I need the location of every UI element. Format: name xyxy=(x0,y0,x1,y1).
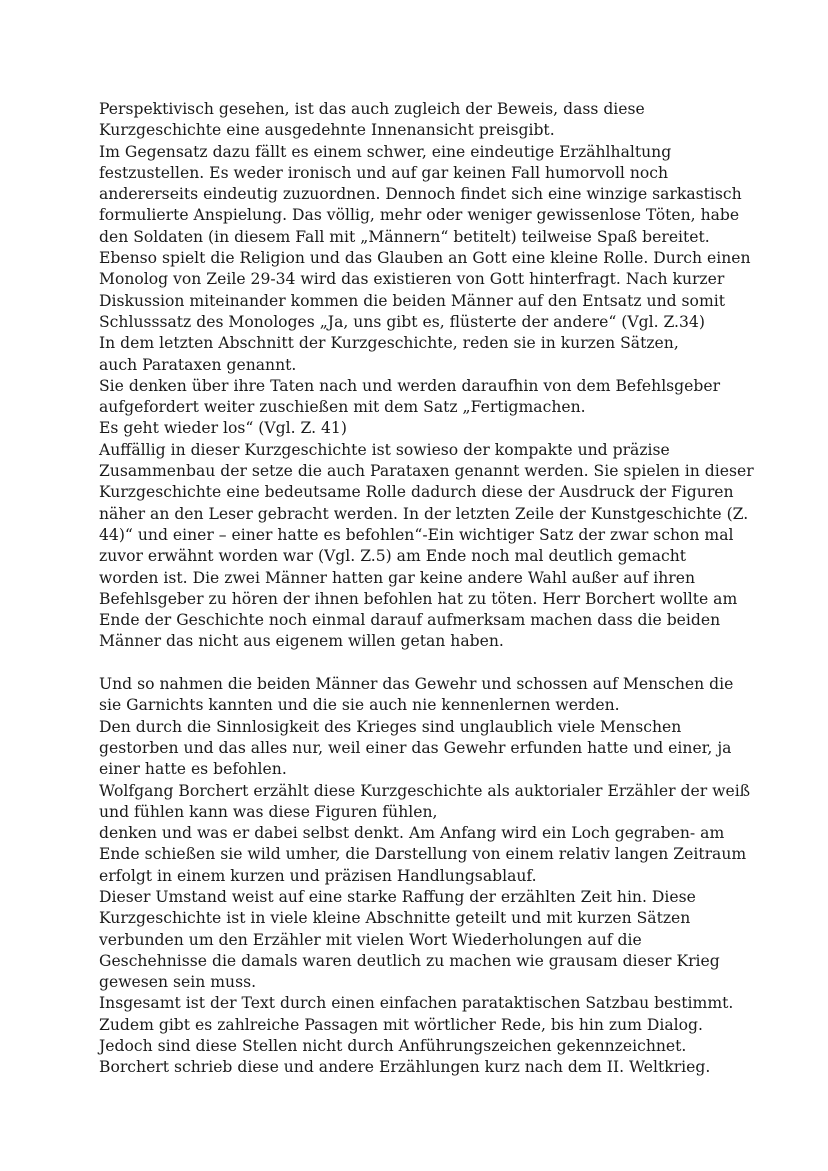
text-line: worden ist. Die zwei Männer hatten gar keine andere Wahl außer auf ihren xyxy=(99,568,696,587)
text-line: Sie denken über ihre Taten nach und werden daraufhin von dem Befehlsgeber xyxy=(99,376,721,395)
text-line: In dem letzten Abschnitt der Kurzgeschichte, reden sie in kurzen Sätzen, xyxy=(99,334,679,353)
text-line: einer hatte es befohlen. xyxy=(99,760,287,779)
text-line: Im Gegensatz dazu fällt es einem schwer, eine eindeutige Erzählhaltung xyxy=(99,142,672,161)
text-line: andererseits eindeutig zuzuordnen. Dennoch findet sich eine winzige sarkastisch xyxy=(99,185,742,204)
text-line: Zudem gibt es zahlreiche Passagen mit wörtlicher Rede, bis hin zum Dialog. xyxy=(99,1015,703,1034)
text-line: Es geht wieder los“ (Vgl. Z. 41) xyxy=(99,419,347,438)
text-line: Ende schießen sie wild umher, die Darstellung von einem relativ langen Zeitraum xyxy=(99,845,747,864)
paragraph-1 xyxy=(99,99,754,653)
text-line: Ende der Geschichte noch einmal darauf aufmerksam machen dass die beiden xyxy=(99,611,721,630)
text-line: sie Garnichts kannten und die sie auch nie kennenlernen werden. xyxy=(99,696,620,715)
text-line: und fühlen kann was diese Figuren fühlen, xyxy=(99,802,438,821)
text-line: Perspektivisch gesehen, ist das auch zugleich der Beweis, dass diese xyxy=(99,100,645,118)
paragraph-2 xyxy=(99,674,751,1079)
text-line: formulierte Anspielung. Das völlig, mehr oder weniger gewissenlose Töten, habe xyxy=(99,206,740,225)
text-line: 44)“ und einer – einer hatte es befohlen“-Ein wichtiger Satz der zwar schon mal xyxy=(99,525,734,544)
text-line: den Soldaten (in diesem Fall mit „Männern“ betitelt) teilweise Spaß bereitet. xyxy=(99,227,710,246)
text-line: verbunden um den Erzähler mit vielen Wort Wiederholungen auf die xyxy=(99,930,642,949)
text-line: Insgesamt ist der Text durch einen einfachen parataktischen Satzbau bestimmt. xyxy=(99,994,734,1013)
text-line: festzustellen. Es weder ironisch und auf gar keinen Fall humorvoll noch xyxy=(99,163,669,182)
text-line: auch Parataxen genannt. xyxy=(99,355,297,374)
text-line: zuvor erwähnt worden war (Vgl. Z.5) am Ende noch mal deutlich gemacht xyxy=(99,547,687,566)
text-line: Männer das nicht aus eigenem willen getan haben. xyxy=(99,632,504,651)
document-body xyxy=(99,99,754,1079)
text-line: Wolfgang Borchert erzählt diese Kurzgeschichte als auktorialer Erzähler der weiß xyxy=(99,781,751,800)
text-line: aufgefordert weiter zuschießen mit dem Satz „Fertigmachen. xyxy=(99,398,586,417)
text-line: Auffällig in dieser Kurzgeschichte ist sowieso der kompakte und präzise xyxy=(99,440,670,459)
paragraph-gap xyxy=(99,653,739,674)
text-line: Borchert schrieb diese und andere Erzählungen kurz nach dem II. Weltkrieg. xyxy=(99,1058,711,1077)
text-line: Schlusssatz des Monologes „Ja, uns gibt es, flüsterte der andere“ (Vgl. Z.34) xyxy=(99,312,705,331)
text-line: näher an den Leser gebracht werden. In der letzten Zeile der Kunstgeschichte (Z. xyxy=(99,504,749,523)
text-line: gewesen sein muss. xyxy=(99,973,257,992)
text-line: denken und was er dabei selbst denkt. Am Anfang wird ein Loch gegraben- am xyxy=(99,824,725,843)
text-line: erfolgt in einem kurzen und präzisen Handlungsablauf. xyxy=(99,866,537,885)
text-line: Dieser Umstand weist auf eine starke Raffung der erzählten Zeit hin. Diese xyxy=(99,887,696,906)
text-line: Den durch die Sinnlosigkeit des Krieges sind unglaublich viele Menschen xyxy=(99,717,682,736)
text-line: Ebenso spielt die Religion und das Glauben an Gott eine kleine Rolle. Durch einen xyxy=(99,249,751,268)
text-line: gestorben und das alles nur, weil einer das Gewehr erfunden hatte und einer, ja xyxy=(99,738,732,757)
text-line: Befehlsgeber zu hören der ihnen befohlen hat zu töten. Herr Borchert wollte am xyxy=(99,589,738,608)
text-line: Zusammenbau der setze die auch Parataxen genannt werden. Sie spielen in dieser xyxy=(99,462,754,481)
text-line: Kurzgeschichte eine bedeutsame Rolle dadurch diese der Ausdruck der Figuren xyxy=(99,483,734,502)
text-line: Und so nahmen die beiden Männer das Gewehr und schossen auf Menschen die xyxy=(99,675,734,694)
text-line: Monolog von Zeile 29-34 wird das existieren von Gott hinterfragt. Nach kurzer xyxy=(99,270,725,289)
text-line: Kurzgeschichte ist in viele kleine Abschnitte geteilt und mit kurzen Sätzen xyxy=(99,909,691,928)
text-line: Jedoch sind diese Stellen nicht durch Anführungszeichen gekennzeichnet. xyxy=(99,1037,687,1056)
text-line: Geschehnisse die damals waren deutlich zu machen wie grausam dieser Krieg xyxy=(99,951,720,970)
text-line: Kurzgeschichte eine ausgedehnte Innenansicht preisgibt. xyxy=(99,121,555,140)
text-line: Diskussion miteinander kommen die beiden Männer auf den Entsatz und somit xyxy=(99,291,725,310)
